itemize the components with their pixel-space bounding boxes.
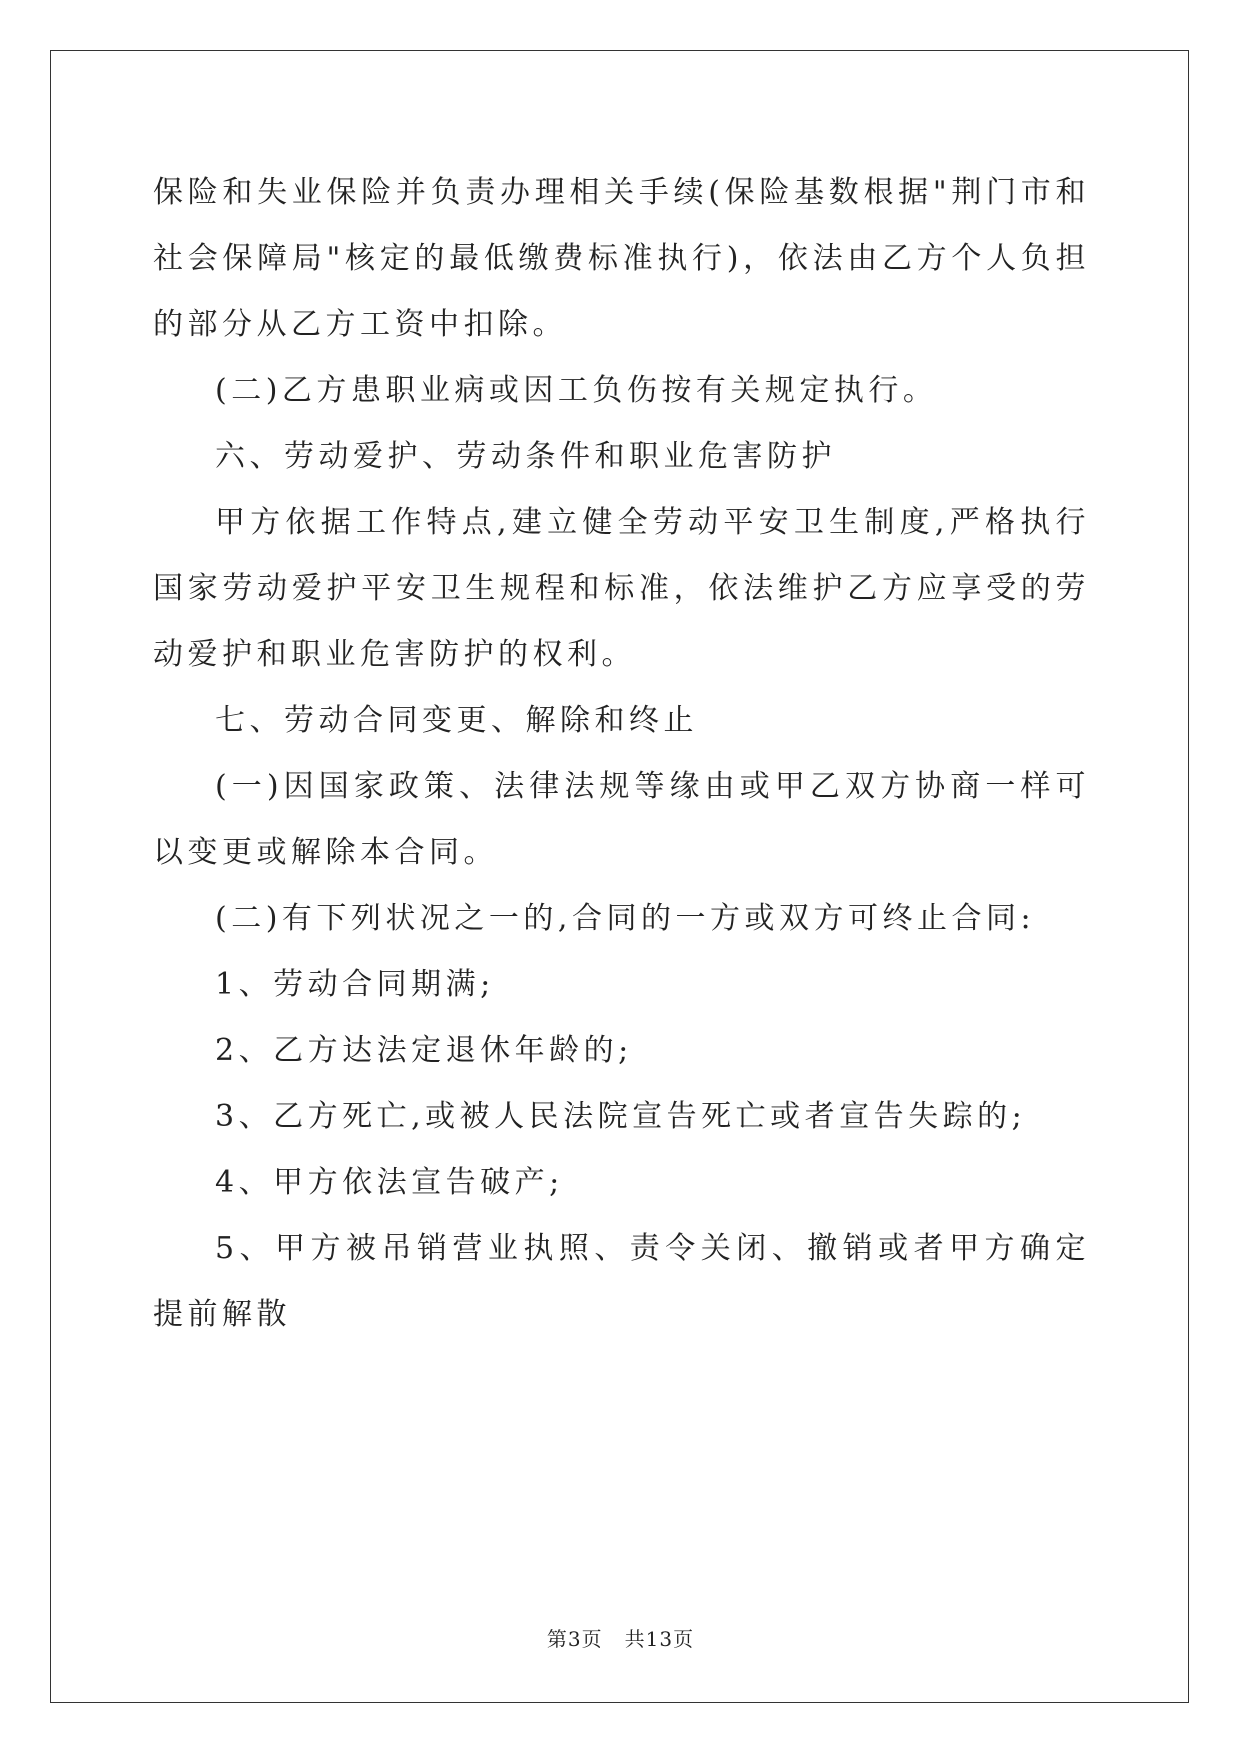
section-heading-6: 六、劳动爱护、劳动条件和职业危害防护	[215, 439, 836, 474]
paragraph-7: (二)有下列状况之一的,合同的一方或双方可终止合同:	[215, 901, 1036, 936]
page-number: 第3页	[546, 1627, 603, 1651]
list-item-1: 1、劳动合同期满;	[215, 967, 495, 1002]
section-heading-7: 七、劳动合同变更、解除和终止	[215, 703, 698, 738]
list-item-5: 5、甲方被吊销营业执照、责令关闭、撤销或者甲方确定提前解散	[153, 1231, 1090, 1332]
paragraph-2: (二)乙方患职业病或因工负伤按有关规定执行。	[215, 373, 938, 408]
list-item-4: 4、甲方依法宣告破产;	[215, 1165, 564, 1200]
paragraph-1: 保险和失业保险并负责办理相关手续(保险基数根据"荆门市和社会保障局"核定的最低缴费标准执行)，依法由乙方个人负担的部分从乙方工资中扣除。	[153, 175, 1090, 342]
paragraph-6: (一)因国家政策、法律法规等缘由或甲乙双方协商一样可以变更或解除本合同。	[153, 769, 1090, 870]
document-body	[153, 160, 1090, 1348]
page-total: 共13页	[624, 1627, 695, 1651]
page-footer	[0, 1623, 1241, 1652]
list-item-2: 2、乙方达法定退休年龄的;	[215, 1033, 633, 1068]
paragraph-4: 甲方依据工作特点,建立健全劳动平安卫生制度,严格执行国家劳动爱护平安卫生规程和标准，依法维护乙方应享受的劳动爱护和职业危害防护的权利。	[153, 505, 1090, 672]
list-item-3: 3、乙方死亡,或被人民法院宣告死亡或者宣告失踪的;	[215, 1099, 1027, 1134]
